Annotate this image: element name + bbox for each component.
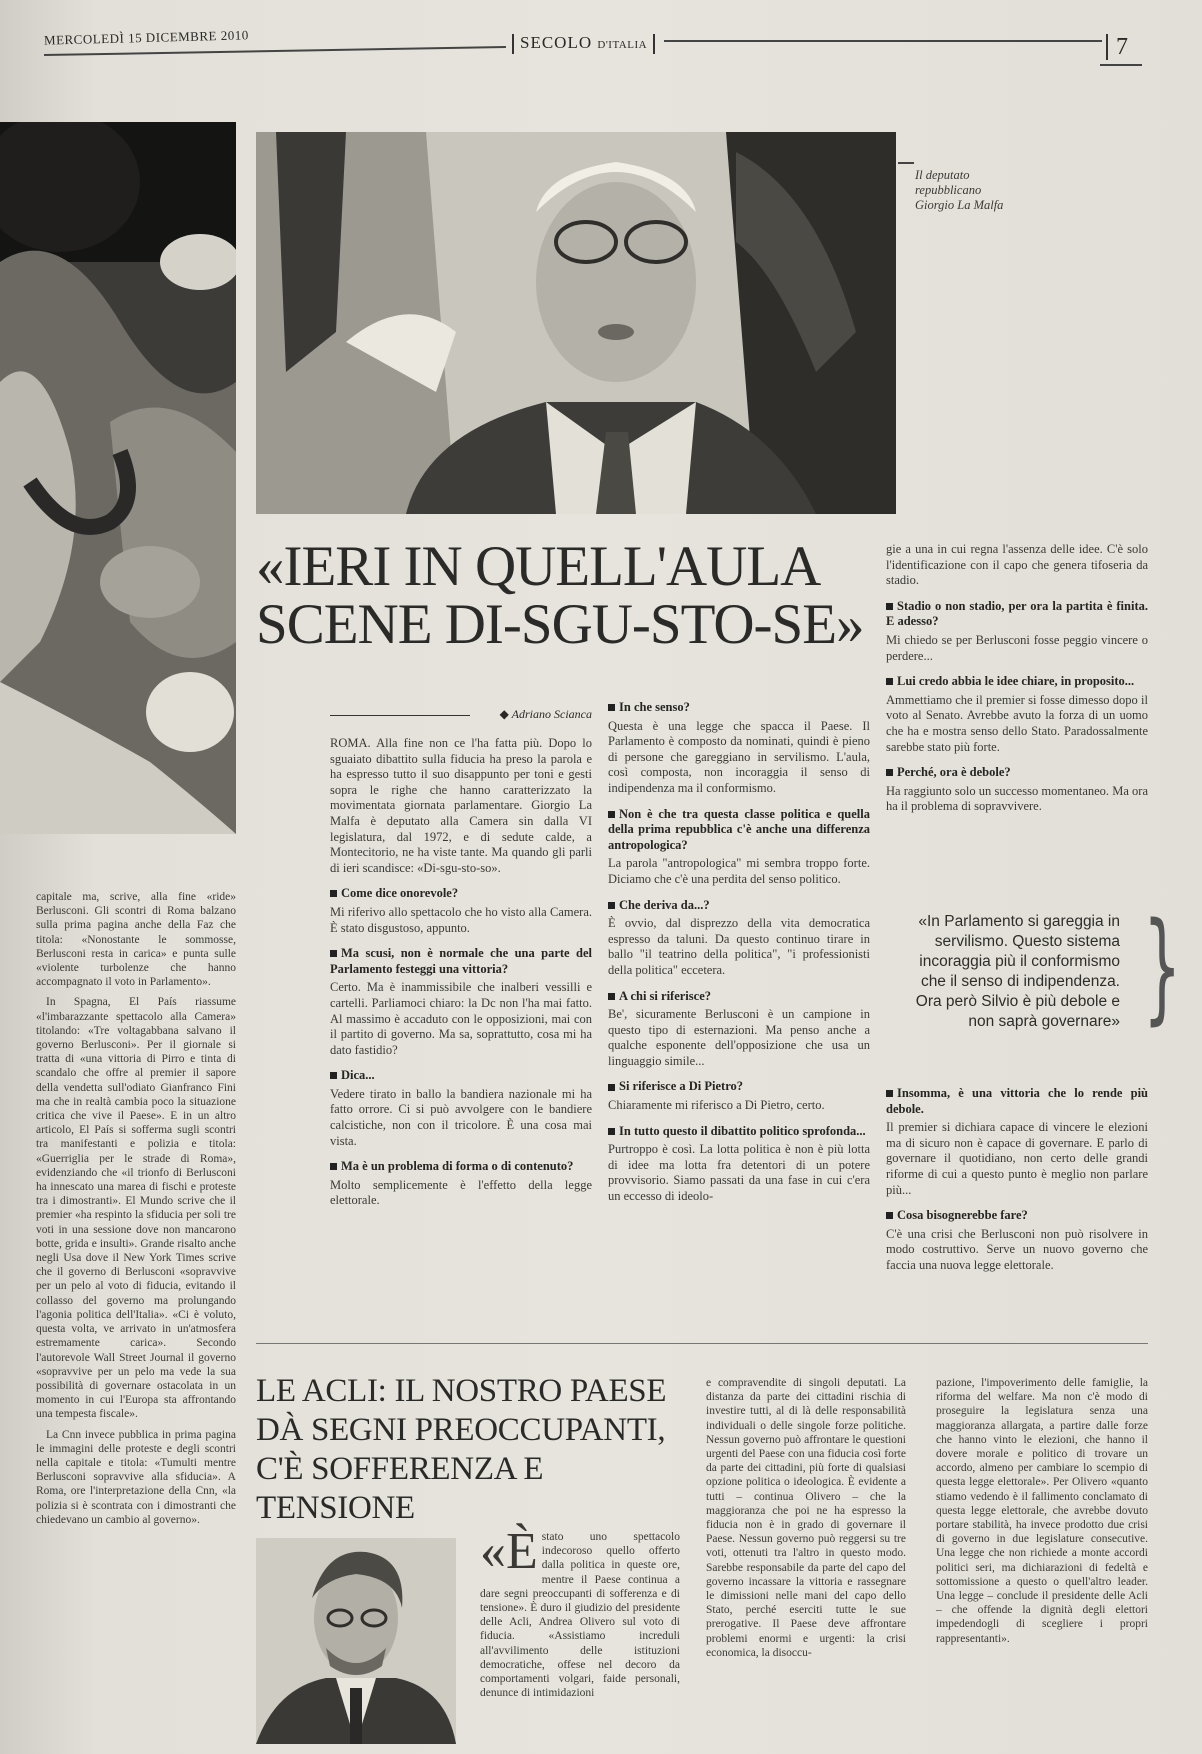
square-bullet-icon bbox=[608, 811, 615, 818]
header-rule-right bbox=[664, 40, 1102, 42]
interview-column-2 bbox=[608, 700, 870, 1209]
answer: Be', sicuramente Berlusconi è un campione in questo tipo di esternazioni. Ma penso anche a qualche esponente dell'opposizione che usa un linguaggio simile... bbox=[608, 1007, 870, 1068]
page-number: 7 bbox=[1106, 34, 1128, 60]
square-bullet-icon bbox=[886, 678, 893, 685]
answer: La parola "antropologica" mi sembra troppo forte. Diciamo che c'è una perdita del senso politico. bbox=[608, 856, 870, 886]
question: Cosa bisognerebbe fare? bbox=[886, 1208, 1148, 1224]
caption-line-2: repubblicano bbox=[915, 183, 982, 197]
answer: Vedere tirato in ballo la bandiera nazionale mi ha fatto orrore. Ci si può avvolgere con le bandiere calcistiche, non con il tricolore. È una cosa mai vista. bbox=[330, 1086, 592, 1148]
olivero-photo bbox=[256, 1538, 456, 1744]
answer: È ovvio, dal disprezzo della vita democratica espresso da taluni. Da questo continuo tirare in ballo "il teatrino della politica", "i professionisti della politica" eccetera. bbox=[608, 916, 870, 977]
interview-column-3-top bbox=[886, 542, 1148, 819]
main-headline-line-2: SCENE DI-SGU-STO-SE» bbox=[256, 593, 864, 656]
interview-intro bbox=[330, 736, 592, 876]
square-bullet-icon bbox=[608, 1128, 615, 1135]
acli-column-2 bbox=[706, 1376, 906, 1664]
caption-line-1: Il deputato bbox=[915, 168, 970, 182]
question: Ma scusi, non è normale che una parte del Parlamento festeggi una vittoria? bbox=[330, 946, 592, 976]
la-malfa-photo-image bbox=[256, 132, 896, 514]
interview-column-3-bottom bbox=[886, 1086, 1148, 1278]
left-column bbox=[36, 890, 236, 1533]
question: In tutto questo il dibattito politico sprofonda... bbox=[608, 1124, 870, 1140]
olivero-photo-image bbox=[256, 1538, 456, 1744]
byline-rule bbox=[330, 715, 470, 716]
square-bullet-icon bbox=[886, 769, 893, 776]
acli-col2-text: e compravendite di singoli deputati. La distanza da parte dei cittadini rischia di investire tutti, al di là delle responsabilità individuali o delle singole forze politiche. Nessun governo può affrontare le questioni urgenti del Paese con una fiducia così forte da parte dei cittadini, più forte di qualsiasi opzione politica o ideologica. È evidente a tutti – continua Olivero – che la maggioranza che poi ne ha espresso la fiducia non è in grado di governare il Paese. Nessun governo può reggersi su tre voti, ottenuti tra l'altro in questo modo. Sarebbe responsabile da parte del capo del governo incassare la vittoria e rassegnare le dimissioni nelle mani del capo dello Stato, perché eserciti tutte le sue prerogative. Il Paese deve affrontare problemi enormi e urgenti: la crisi economica, la disoccu- bbox=[706, 1377, 906, 1659]
square-bullet-icon bbox=[608, 704, 615, 711]
answer: Molto semplicemente è l'effetto della legge elettorale. bbox=[330, 1177, 592, 1208]
main-headline bbox=[256, 535, 876, 656]
square-bullet-icon bbox=[608, 1084, 615, 1091]
question: In che senso? bbox=[608, 700, 870, 716]
acli-col1-text: «Èstato uno spettacolo indecoroso quello offerto dalla politica in queste ore, mentre il Paese continua a dare segni preoccupanti di sofferenza e di tensione». È duro il giudizio del presidente delle Acli, Andrea Olivero sul voto di fiducia. «Assistiamo increduli all'avvilimento delle istituzioni democratiche, offese nel decoro da comportamenti volgari, faide personali, denunce di intimidazioni bbox=[480, 1523, 680, 1700]
acli-headline bbox=[256, 1372, 686, 1528]
acli-headline-line-3: C'È SOFFERENZA E TENSIONE bbox=[256, 1451, 544, 1526]
question: Insomma, è una vittoria che lo rende più debole. bbox=[886, 1086, 1148, 1116]
newspaper-title bbox=[512, 34, 655, 54]
header-rule-left bbox=[44, 46, 506, 56]
question: Si riferisce a Di Pietro? bbox=[608, 1079, 870, 1095]
answer: Purtroppo è così. La lotta politica è non è più lotta di idee ma lotta fra detentori di un potere provvisorio. Siamo passati da una fase in cui c'era un eccesso di ideolo- bbox=[608, 1142, 870, 1204]
interview-column-1 bbox=[330, 736, 592, 1213]
answer: Chiaramente mi riferisco a Di Pietro, certo. bbox=[608, 1098, 825, 1113]
square-bullet-icon bbox=[330, 1072, 337, 1079]
question: Lui credo abbia le idee chiare, in proposito... bbox=[886, 674, 1148, 690]
question: Non è che tra questa classe politica e quella della prima repubblica c'è anche una differenza antropologica? bbox=[608, 806, 870, 852]
byline-author: Adriano Scianca bbox=[511, 707, 592, 721]
left-paragraph-1: capitale ma, scrive, alla fine «ride» Berlusconi. Gli scontri di Roma balzano sulla prima pagina anche della Faz che titola: «Nonostante le sommosse, Berlusconi resta in carica» e punta sulle «violente turbolenze che hanno accompagnato il voto in Parlamento». bbox=[36, 891, 236, 989]
square-bullet-icon bbox=[330, 950, 337, 957]
right-brace-icon: } bbox=[1143, 898, 1182, 1037]
caption-line-3: Giorgio La Malfa bbox=[915, 198, 1004, 212]
answer: C'è una crisi che Berlusconi non può risolvere in modo costruttivo. Serve un nuovo governo che faccia una nuova legge elettorale. bbox=[886, 1226, 1148, 1272]
pull-quote: «In Parlamento si gareggia in servilismo. Questo sistema incoraggia più il conformismo che il senso di indipendenza. Ora però Silvio è più debole e non saprà governare» bbox=[915, 913, 1120, 1030]
header-date: MERCOLEDÌ 15 DICEMBRE 2010 bbox=[43, 27, 249, 48]
protest-photo bbox=[0, 122, 236, 834]
acli-column-3 bbox=[936, 1376, 1148, 1650]
protest-photo-image bbox=[0, 122, 236, 834]
newspaper-name: SECOLO bbox=[520, 33, 593, 52]
square-bullet-icon bbox=[608, 993, 615, 1000]
caption-rule bbox=[898, 162, 914, 164]
acli-headline-line-2: DÀ SEGNI PREOCCUPANTI, bbox=[256, 1412, 666, 1448]
acli-headline-line-1: LE ACLI: IL NOSTRO PAESE bbox=[256, 1373, 667, 1409]
left-paragraph-2: In Spagna, El País riassume «l'imbarazzante spettacolo alla Camera» titolando: «Tre voltagabbana salvano il governo Berlusconi». Per il giornale si tratta di «una vittoria di Pirro e tinta di scandalo che offre al premier il sapore della vendetta sull'odiato Gianfranco Fini ma che in realtà cambia poco la situazione critica che vive il Paese». E in un altro articolo, El País si sofferma sugli scontri tra manifestanti e polizia e titola: «Guerriglia per le strade di Roma», evidenziando che «il trionfo di Berlusconi ha innescato una marea di fischi e proteste tra i dimostranti». El Mundo scrive che il premier «ha respinto la sfiducia per soli tre voti in una sessione dove non mancarono botte, grida e insulti». Grande risalto anche negli Usa dove il New York Times scrive che il governo di Berlusconi «sopravvive per un pelo al voto di fiducia, evitando il collasso del governo ma prolungando l'agonia politica dell'Italia». «Ci è voluto, questa volta, ve arrivato in un'atmosfera estremamente carica». Secondo l'autorevole Wall Street Journal il governo «sopravvive per un pelo ma vede la sua possibilità di governare ostacolata in un momento in cui l'Europa sta affrontando una tempesta fiscale». bbox=[36, 996, 236, 1421]
left-paragraph-3: La Cnn invece pubblica in prima pagina le immagini delle proteste e degli scontri nella capitale e titola: «Tumulti mentre Berlusconi sopravvive alla sfiducia». A Roma, ore l'interpretazione della Cnn, «la polizia si è scontrata con i dimostranti che chiedevano un cambio al governo». bbox=[36, 1428, 236, 1526]
question: Dica... bbox=[330, 1068, 592, 1084]
la-malfa-photo bbox=[256, 132, 896, 514]
answer: Questa è una legge che spacca il Paese. Il Parlamento è composto da nominati, quindi è pieno di persone che gareggiano in servilismo. L'aula, così composta, non incoraggia il senso di indipendenza ma il conformismo. bbox=[608, 718, 870, 795]
square-bullet-icon bbox=[330, 890, 337, 897]
photo-caption bbox=[915, 168, 1003, 213]
acli-column-1 bbox=[480, 1523, 680, 1704]
question: Perché, ora è debole? bbox=[886, 765, 1148, 781]
byline bbox=[330, 707, 592, 722]
question: Che deriva da...? bbox=[608, 898, 870, 914]
answer: Mi riferivo allo spettacolo che ho visto alla Camera. È stato disgustoso, appunto. bbox=[330, 904, 592, 935]
section-separator bbox=[256, 1343, 1148, 1344]
intro-text: Alla fine non ce l'ha fatta più. Dopo lo sguaiato dibattito sulla fiducia ha preso la parola e ha espresso tutto il suo disappunto per toni e gesti sopra le righe che hanno caratterizzato la movimentata giornata parlamentare. Giorgio La Malfa è deputato alla Camera sin dalla VI legislatura, dal 1972, e di sedute calde, a Montecitorio, ne ha viste tante. Ma quando gli parli di ieri scandisce: «Di-sgu-sto-so». bbox=[330, 736, 592, 875]
dropcap: «È bbox=[480, 1523, 538, 1580]
square-bullet-icon bbox=[886, 1212, 893, 1219]
question: Ma è un problema di forma o di contenuto? bbox=[330, 1159, 592, 1175]
answer: Certo. Ma è inammissibile che inalberi vessilli e cartelli. Parliamoci chiaro: la Dc non l'ha mai fatto. Al massimo è accaduto con le opposizioni, mai con il partito di governo. Ma sa, soprattutto, cosa mi ha dato fastidio? bbox=[330, 980, 592, 1057]
main-headline-line-1: «IERI IN QUELL'AULA bbox=[256, 535, 821, 598]
intro-dateline: ROMA. bbox=[330, 736, 371, 750]
question: Come dice onorevole? bbox=[330, 886, 592, 902]
answer: Mi chiedo se per Berlusconi fosse peggio vincere o perdere... bbox=[886, 632, 1148, 663]
square-bullet-icon bbox=[608, 902, 615, 909]
answer: Ha raggiunto solo un successo momentaneo. Ma ora ha il problema di sopravvivere. bbox=[886, 783, 1148, 814]
square-bullet-icon bbox=[886, 603, 893, 610]
diamond-icon: ◆ bbox=[499, 707, 512, 721]
newspaper-name-small: D'ITALIA bbox=[597, 39, 648, 51]
question: Stadio o non stadio, per ora la partita è finita. E adesso? bbox=[886, 598, 1148, 629]
header-rule-page bbox=[1100, 64, 1142, 66]
acli-col3-text: pazione, l'impoverimento delle famiglie, la riforma del welfare. Ma non c'è modo di proseguire la legislatura senza una maggioranza allargata, a partire dalle forze che hanno vinto le elezioni, che hanno il dovere morale e politico di trovare un accordo, almeno per cambiare lo scempio di questa legge elettorale». Per Olivero «quanto stiamo vedendo è il fallimento conclamato di questa legge elettorale, che avrebbe dovuto portare stabilità, ha invece prodotto due crisi di governo in due legislature consecutive. Una legge che non richiede a monte accordi politici seri, ma dichiarazioni di fedeltà e sottomissione a questo o quell'altro leader. Una legge – conclude il presidente delle Acli – che offende la dignità degli elettori impedendogli di scegliere i propri rappresentanti». bbox=[936, 1377, 1148, 1645]
answer: Ammettiamo che il premier si fosse dimesso dopo il voto al Senato. Avrebbe avuto la forza di un uomo che ha e mostra senso dello Stato. Paradossalmente sarebbe stato più forte. bbox=[886, 692, 1148, 754]
answer: Il premier si dichiara capace di vincere le elezioni ma di sicuro non è capace di governare. E parlo di governare il quotidiano, non certo delle grandi riforme di cui a questo punto è meglio non parlare più... bbox=[886, 1120, 1148, 1197]
square-bullet-icon bbox=[330, 1163, 337, 1170]
interview-col3-lead: gie a una in cui regna l'assenza delle idee. C'è solo l'identificazione con il capo che genera tifoseria da stadio. bbox=[886, 542, 1148, 588]
question: A chi si riferisce? bbox=[608, 989, 870, 1005]
square-bullet-icon bbox=[886, 1090, 893, 1097]
